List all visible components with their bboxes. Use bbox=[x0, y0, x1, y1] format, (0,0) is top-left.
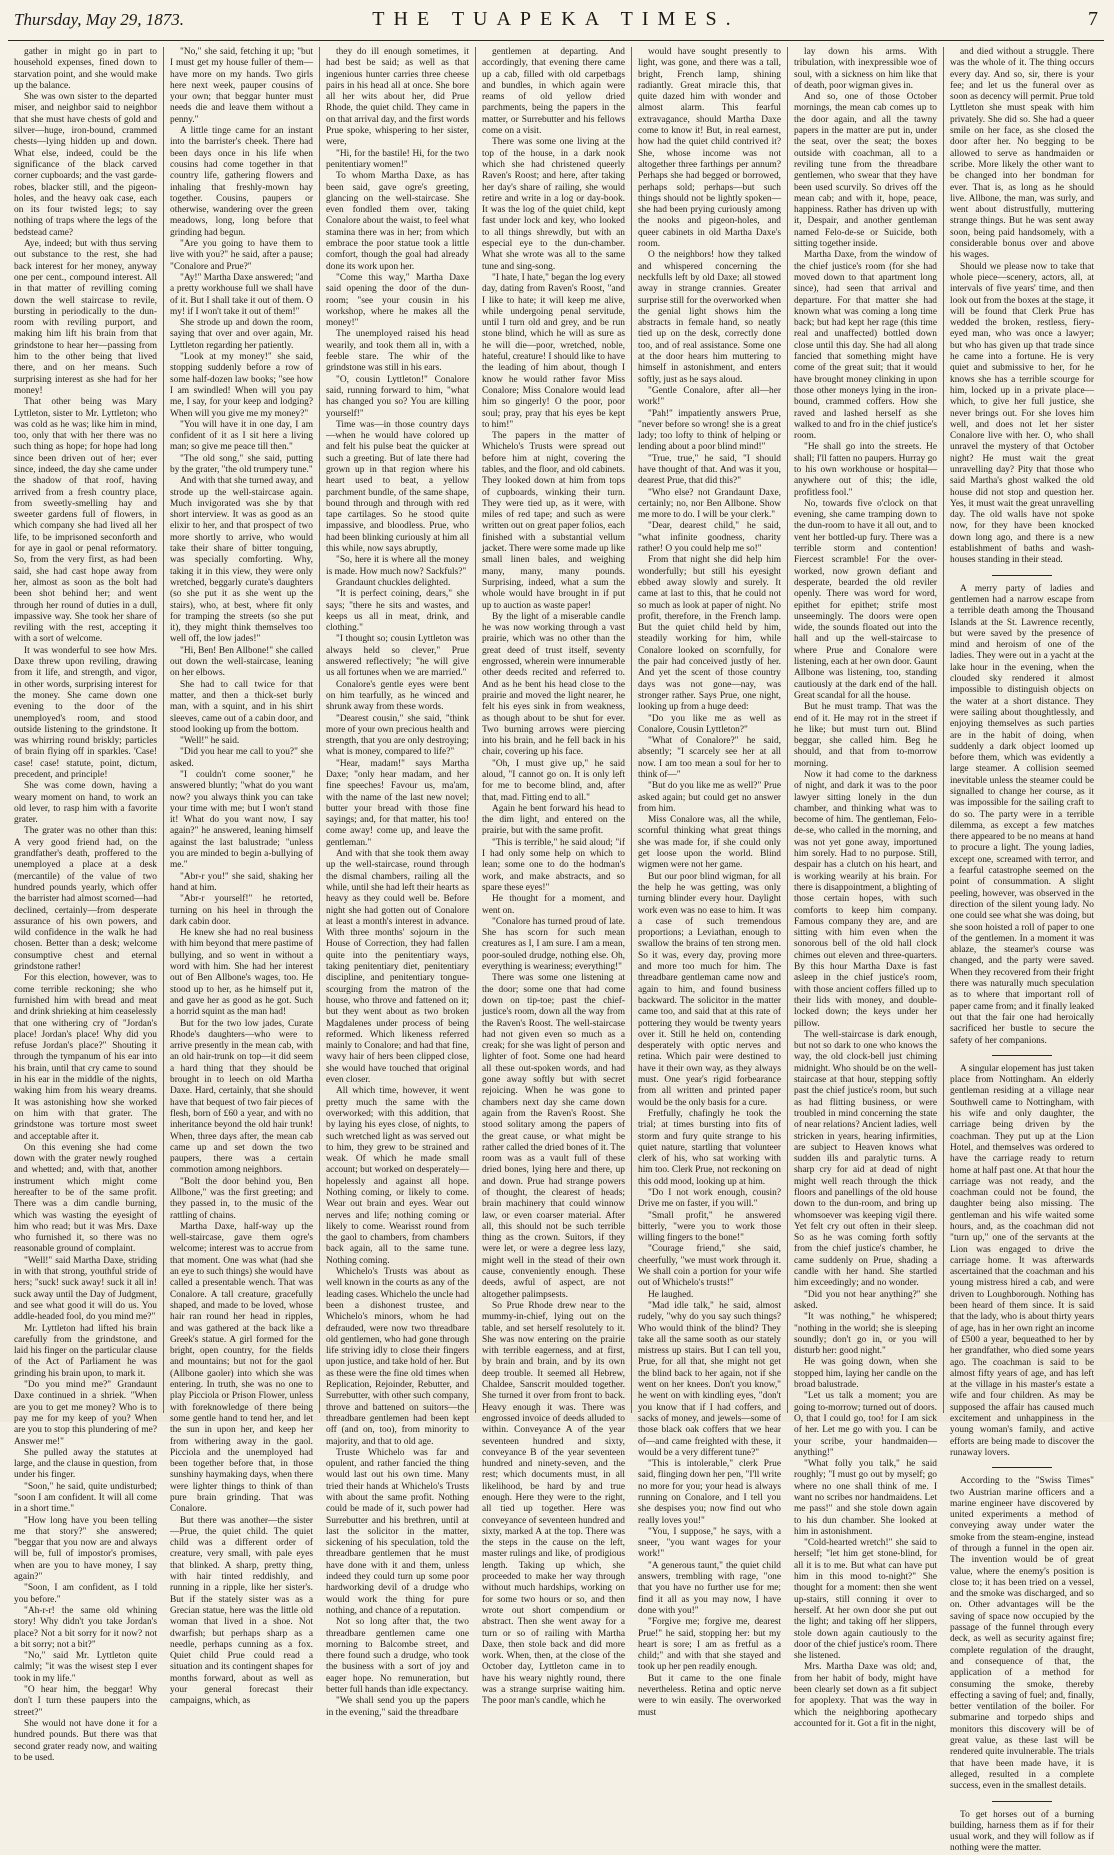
paragraph: And with that she took them away up the well-staircase, round through the dismal chambers, railing all the while, until she had left their hearts as heavy as they could well be. Before night she had gotten out of Conalore at least a month's interest in advance. With three months' sojourn in the House of Correction, they had fallen quite into the penitentiary ways, taking penitentiary diet, penitentiary discipline, and penitentiary tongue-scourging from the matron of the house, who throve and fattened on it; but they went about as two broken Magdalenes under process of being reformed. Which likeness referred mainly to Conalore; and had that fine, wavy hair of hers been clipped close, she would have touched that original even closer. bbox=[326, 849, 469, 1086]
paragraph: "Come this way," Martha Daxe said opening the door of the dun-room; "see your cousin in his workshop, where he makes all the money!" bbox=[326, 272, 469, 329]
paragraph: "Forgive me; forgive me, dearest Prue!" he said, stopping her: but my heart is sore; I am as fretful as a child;" and with that she stayed and took up her pen readily enough. bbox=[638, 1617, 781, 1673]
paragraph: That other being was Mary Lyttleton, sister to Mr. Lyttleton; who was cold as he was; like him in mind, too, only that with her there was no such thing as hope; for hope had long since been driven out of her; ever since, indeed, the day she came under the shadow of that roof, having arrived from a fresh country place, from sweetly-smelling hay and sweeter gardens full of flowers, in which company she had lived all her life, to be imprisoned seconforth and for aye in gaol or penal reformatory. So, from the very first, as had been said, she had cast hope away from her, almost as soon as the bolt had been shot behind her; and went through her round of duties in a dull, impassive way. She took her share of reviling with the rest, accepting it with a sort of welcome. bbox=[14, 397, 157, 645]
paragraph: Miss Conalore was, all the while, scornful thinking what great things she was made for, if she could only get loose upon the world. Blind wigmen were not her game. bbox=[638, 815, 781, 871]
paragraph: "O, cousin Lyttleton!" Conalore said, running forward to him, "what has changed you so? You are killing yourself!" bbox=[326, 374, 469, 419]
paragraph: She strode up and down the room, saying that over and over again, Mr. Lyttleton regarding her patiently. bbox=[170, 318, 313, 351]
paragraph: There was some one listening at the door; some one that had come down on tip-toe; past the chief-justice's room, down all the way from the Raven's Roost. The well-staircase had not given even so much as a creak; for she was light of person and lighter of foot. Some one had heard all these out-spoken words, and had gone away softly but with secret rejoicing. When he was gone to chambers next day she came down again from the Raven's Roost. She stood solitary among the papers of the great cause, or what might be rather called the dried bones of it. The room was as a vault full of these dried bones, lying here and there, up and down. Prue had strange powers of thought, the clearest of heads; brain machinery that could winnow law, or even coarser material. After all, this should not be such terrible thing as the crown. Suitors, if they were let, or were a degree less lazy, might well in the stead of their own cause, conveniently enough. These deeds, awful of aspect, are not altogether palimpsests. bbox=[482, 973, 626, 1300]
paragraph: On this evening she had come down with the grater newly roughed and whetted; and, with that, another instrument which might come hereafter to be of the same profit. There was a dim candle burning, which was wasting the eyesight of him who read; but it was Mrs. Daxe who furnished it, so there was no reasonable ground of complaint. bbox=[14, 1142, 157, 1255]
paragraph: He thought for a moment, and went on. bbox=[482, 894, 625, 916]
paragraph: "I thought so; cousin Lyttleton was always held so clever," Prue answered reflectively; "he will give us all fortunes when we are married." bbox=[326, 634, 469, 679]
paragraph: Mr. Lyttleton had lifted his brain carefully from the grindstone, and laid his finger on the particular clause of the Act of Parliament he was grinding his brain upon, to mark it. bbox=[14, 1323, 157, 1379]
column-7 bbox=[944, 47, 1100, 1854]
paragraph: "Soon, I am confident, as I told you before." bbox=[14, 1583, 157, 1605]
paragraph: She was own sister to the departed miser, and neighbor said to neighbor that she must have chests of gold and silver—huge, iron-bound, crammed chests—lying hidden up and down. What else, indeed, could be the significance of the black carved corner cupboards; and the vast garde-robes, blacker still, and the pigeon-holes, and the heavy oak case, each on its four twisted legs; to say nothing of traps where the legs of the bedstead came? bbox=[14, 92, 157, 238]
paragraph: A singular elopement has just taken place from Nottingham. An elderly gentleman residing at a village near Southwell came to Nottingham, with his wife and only daughter, the carriage being driven by the coachman. They put up at the Lion Hotel, and themselves was ordered to have the carriage ready to return home at half past one. At that hour the carriage was not ready, and the coachman could not be found, the daughter being also missing. The gentleman and his wife waited some hours, and, as the coachman did not "turn up," one of the servants at the Lion was engaged to drive the carriage home. It was afterwards ascertained that the coachman and his young mistress hired a cab, and were driven to Loughborough. Nothing has been heard of them since. It is said that the lady, who is about thirty years of age, has in her own right an income of £500 a year, bequeathed to her by her grandfather, who died some years ago. The coachman is said to be almost fifty years of age, and has left at the village in his master's estate a wife and four children. As may be supposed the affair has caused much excitement and unhappiness in the young woman's family, and active efforts are being made to discover the runaway lovers. bbox=[950, 1063, 1094, 1458]
paragraph: Mrs. Martha Daxe was old; and, from her habit of body, might have been clearly set down as a fit subject for apoplexy. That was the way in which the neighboring apothecary accounted for it. Got a fit in the night, bbox=[794, 1662, 937, 1729]
paragraph: "Gentle Conalore, after all—her work!" bbox=[638, 385, 781, 408]
paragraph: "Dear, dearest child," he said, "what infinite goodness, charity rather! O you could help me so!" bbox=[638, 521, 781, 555]
paragraph: Not so long after that, the two threadbare gentlemen came one morning to Balcombe street, and there found such a drudge, who took the business with a sort of joy and eager hope. No remuneration, but better full hands than idle expectancy. bbox=[326, 1617, 469, 1696]
paragraph: "Hi, Ben! Ben Allbone!" she called out down the well-staircase, leaning on her elbows. bbox=[170, 645, 313, 679]
paragraph: "Do you mind me?" Grandaunt Daxe continued in a shriek. "When are you to get me money? Who is to pay me for my keep of you? When are you to stop this plundering of me? Answer me!" bbox=[14, 1380, 157, 1447]
paragraph: It was wonderful to see how Mrs. Daxe threw upon reviling, drawing from it life, and strength, and vigor, in other words, surprising interest for the money. She came down one evening to the door of the unemployed's room, and stood outside listening to the grindstone. It was whirring round briskly; particles of brain flying off in sparkles. 'Case! case! case! statute, point, dictum, precedent, and principle! bbox=[14, 645, 157, 780]
column-5 bbox=[632, 47, 788, 1718]
paragraph: "Pah!" impatiently answers Prue, "never before so wrong! she is a great lady; too lofty to think of helping or lending about a poor blind mind!" bbox=[638, 408, 781, 453]
paragraph: "Let us talk a moment; you are going to-morrow; turned out of doors. O, that I could go, too! for I am sick of her. Let me go with you. I can be your scribe, your handmaiden—anything!" bbox=[794, 1391, 937, 1458]
paragraph: The well-staircase is dark enough, but not so dark to one who knows the way, the old clock-bell just chiming midnight. Who should be on the well-staircase at that hour, stepping softly past the chief justice's room, but such as had flitting business, or were troubled in mind concerning the state of near relations? Ancient ladies, well stricken in years, hearing infirmities, are subject to Heaven knows what sudden ills and paralytic turns. A sharp cry for aid at dead of night might well reach through the thick floors and panellings of the old house down to the dun-room, and bring up whomsoever was keeping vigil there. Yet felt cry out often in their sleep. So as he was coming forth softly from the chief justice's chamber, he came suddenly on Prue, shading a candle with her hand. She startled him exceedingly; and no wonder. bbox=[794, 1029, 937, 1289]
paragraph: "Look at my money!" she said, stopping suddenly before a row of some half-dozen law books; "see how I am swindled! When will you pay me, I say, for your keep and lodging? When will you give me my money?" bbox=[170, 352, 313, 419]
paragraph: "A generous taunt," the quiet child answers, trembling with rage, "one that you have no further use for me; find it all as you may now, I have done with you!" bbox=[638, 1560, 781, 1616]
paragraph: and died without a struggle. There was the whole of it. The thing occurs every day. And so, sir, there is your fee; and let us the funeral over as soon as decency will permit. Prue told Lyttleton she must speak with him privately. She did so. She had a queer smile on her face, as she closed the door after her. No begging to be allowed to serve as handmaiden or scribe. More likely the other want to be changed into her bondman for ever. That is, as long as he should live. Allbone, the man, was surly, and went about distrustfully, muttering strange things. But he was sent away soon, being paid handsomely, with a considerable bonus over and above his wages. bbox=[950, 47, 1094, 261]
paragraph: "Cold-hearted wretch!" she said to herself; "let him get stone-blind, for all it is to me. But what can have put him in this mood to-night?" She thought for a moment: then she went up-stairs, still conning it over to herself. At her own door she put out the light; and taking off her slippers, stole down again cautiously to the door of the chief justice's room. There she listened. bbox=[794, 1538, 937, 1662]
paragraph: "Do you like me as well as Conalore, Cousin Lyttleton?" bbox=[638, 713, 781, 735]
paragraph: "I couldn't come sooner," he answered bluntly; "what do you want now? you always think you can take your time with me; but I won't stand it! What do you want now, I say again?" he answered, leaning himself against the last balustrade; "unless you are minded to begin a-bullying of me." bbox=[170, 770, 313, 871]
paragraph: Time was—in those country days—when he would have colored up and felt his pulse beat the quicker at such a greeting. But of late there had grown up in that region where his heart used to beat, a yellow parchment bundle, of the same shape, bound through and through with red tape cartilages. So he stood quite impassive, and bloodless. Prue, who had been blinking curiously at him all this while, now says abruptly, bbox=[326, 419, 469, 555]
paragraph: She was come down, having a weary moment on hand, to work an old lever, to rasp him with a favorite grater. bbox=[14, 781, 157, 826]
paragraph: No, towards five o'clock on that evening, she came tramping down to the dun-room to have it all out, and to vent her bottled-up fury. There was a terrible storm and contention! Fiercest scramble! For the over-worked, now grown defiant and desperate, bearded the old reviler openly. There was word for word, epithet for epithet; strife most unseemingly. The doors were open wide, the sounds floated out into the hall and up the well-staircase to where Prue and Conalore were listening, each at her own door. Gaunt Allbone was listening, too, standing cautiously at the dark end of the hall. Great scandal for all the house. bbox=[794, 498, 937, 701]
paragraph: To get horses out of a burning building, harness them as if for their usual work, and they will follow as if nothing were the matter. bbox=[950, 1809, 1094, 1854]
paragraph: "We shall send you up the papers in the evening," said the threadbare bbox=[326, 1696, 469, 1718]
paragraph: lay down his arms. With tribulation, with inexpressible woe of soul, with a sickness on him like that of death, poor wigman gives in. bbox=[794, 47, 937, 91]
paragraph: "Well!" he said. bbox=[180, 736, 240, 747]
masthead bbox=[8, 8, 1104, 41]
paragraph: Should we please now to take that whole piece—scenery, actors, all, at intervals of five years' time, and then look out from the boxes at the stage, it will be found that Clerk Prue has wedded the broken, restless, fiery-eyed man, who was once a lawyer; but who has given up that trade since he came into a fortune. He is very quiet and submissive to her, for he knows she has a terrible scourge for him, locked up in a private place—which, to give her full justice, she never brings out. For she loves him well, and does not let her sister Conalore live with her. O, who shall unravel the mystery of that October night? He must wait the great unravelling day? Pity that those who said Martha's ghost walked the old house did not stop and question her. Yes, it must wait the great unravelling day. The old walls have not spoke now, for they have been knocked down long ago, and there is a new establishment of baths and wash-houses standing in their stead. bbox=[950, 261, 1094, 566]
paragraph: By the light of a miserable candle he was now working through a vast prairie, which was no other than the great deed of trust itself, seventy engrossed, wherein were innumerable other deeds recited and referred to. And as he bent his head close to the prairie and moved the light nearer, he felt his eyes sink in from weakness, as though about to be shut for ever. Two burning arrows were piercing into his brain, and he fell back in his chair, covering up his face. bbox=[482, 611, 625, 758]
paragraph: Whichelo's Trusts was about as well known in the courts as any of the leading cases. Whichelo the uncle had been a dishonest trustee, and Whichelo's minors, whom he had defrauded, were now two threadbare old gentlemen, who had gone through life striving idly to close their fingers upon justice, and take hold of her. But as these were the fine old times when Replication, Rejoinder, Rebutter, and Surrebutter, with other such company, throve and battened on suitors—the threadbare gentlemen had been kept off (and on, too), from minority to majority, and that to old age. bbox=[326, 1267, 470, 1447]
paragraph: "Hear, madam!" says Martha Daxe; "only hear madam, and her fine speeches! Favour us, ma'am, with the name of the last new novel; butter your bread with those fine sayings; and, for that matter, his too! come away! come up, and leave the gentleman." bbox=[326, 758, 469, 848]
paragraph: Martha Daxe, half-way up the well-staircase, gave them ogre's welcome; interest was to accrue from that moment. One was what (had she an eye to such things) she would have called a presentable wench. That was Conalore. A tall creature, gracefully shaped, and made to be loved, whose hair ran round her head in ripples, and was gathered at the back like a Greek's statue. A girl formed for the bright, open country, for the fields and mountains; but not for the gaol (Allbone gaoler) into which she was entering. In truth, she was no one to play Picciola or Prison Flower, unless with foreknowledge of there being some gentle hand to tend her, and let the sun in upon her, and keep her from withering away in the gaol. Picciola and the unemployed had been together before that, in those sunshiny haymaking days, when there were lighter things to think of than pure brain grinding. That was Conalore. bbox=[170, 1221, 313, 1515]
column-4 bbox=[476, 47, 632, 1707]
paragraph: All which time, however, it went pretty much the same with the overworked; with this addition, that by laying his eyes close, of nights, to such wretched light as was served out to him, they grew to be strained and weak. Of which he made small account; but worked on desperately—hopelessly and against all hope. Nothing coming, or likely to come. Wear out brain and eyes. Wear out nerves and life; nothing coming or likely to come. Wearisst round from the gaol to chambers, from chambers back again, all to the same tune. Nothing coming. bbox=[326, 1086, 469, 1266]
article-divider bbox=[992, 1467, 1052, 1468]
paragraph: Truste Whichelo was far and opulent, and rather fancied the thing would last out his own time. Many tried their hands at Whichelo's Trusts with about the same profit. Nothing could be made of it, such power had Surrebutter and his brethren, until at last the solicitor in the matter, sickening of his speculation, told the threadbare gentlemen that he must have done with it and them, unless indeed they could turn up some poor hardworking devil of a drudge who would work the thing for pure nothing, and chance of a reputation. bbox=[326, 1447, 469, 1616]
article-divider bbox=[992, 575, 1052, 576]
paragraph: And with that she turned away, and strode up the well-staircase again. Much invigorated was she by that short interview. It was as good as an elixir to her, and that prospect of two more shortly to arrive, who would take their share of bitter tonguing, was specially comforting. Why, taking it in this view, they were only wretched, beggarly curate's daughters (so she put it as she went up the stairs), who, at best, where fit only for tramping the streets (so she put it), they might think themselves too well off, the low jades!" bbox=[170, 476, 313, 645]
issue-date: Thursday, May 29, 1873. bbox=[14, 10, 184, 29]
paragraph: "Courage friend," she said, cheerfully, "we must work through it. We shall coin a portion for your wife out of Whichelo's trusts!" bbox=[638, 1244, 781, 1289]
article-divider bbox=[992, 1801, 1052, 1802]
paragraph: "Soon," he said, quite undisturbed; "soon I am confident. It will all come in a short time." bbox=[14, 1481, 157, 1515]
paragraph: Conalore's gentle eyes were bent on him tearfully, as he winced and shrunk away from these words. bbox=[326, 679, 469, 713]
paragraph: "How long have you been telling me that story?" she answered; "beggar that you now are and always will be, full of impostor's promises, when are you to have money, I say again?" bbox=[14, 1515, 157, 1583]
paragraph: From that night she did help him wonderfully; but still his eyesight ebbed away slowly and surely. It came at last to this, that he could not so much as look at paper of night. No profit, therefore, in the French lamp. But the quiet child held by him, steadily working for him, while Conalore looked on scornfully, for the pair had conceived justly of her. And yet the scent of those country days was not gone—nay, was stronger rather. Says Prue, one night, looking up from a huge deed: bbox=[638, 555, 781, 713]
page-number: 7 bbox=[1088, 8, 1098, 30]
paragraph: "You, I suppose," he says, with a sneer, "you want wages for your work!" bbox=[638, 1526, 781, 1560]
paragraph: "Who else? not Grandaunt Daxe, certainly; no, nor Ben Allbone. Show me more to do. I will be your clerk." bbox=[638, 487, 781, 521]
paragraph: He laughed. bbox=[648, 1289, 694, 1300]
newspaper-title: THE TUAPEKA TIMES. bbox=[372, 8, 740, 30]
paragraph: But there was another—the sister—Prue, the quiet child. The quiet child was a different order of creature, very small, with pale eyes that blinked. A sharp, pretty thing, with hair tinted reddishly, and running in a ripple, like her sister's. But if the stately sister was as a Grecian statue, here was the little old woman that lived in a shoe. Not dwarfish; but perhaps sharp as a needle, perhaps cunning as a fox. Quiet child Prue could read a situation and its contingent shapes for months forward, about as well as your general forecast their campaigns, which, as bbox=[170, 1515, 313, 1707]
paragraph: "Small profit," he answered bitterly, "were you to work those willing fingers to the bone!" bbox=[638, 1210, 781, 1244]
paragraph: For this election, however, was to come terrible reckoning; she who furnished him with bread and meat and drink shrieking at him ceaselessly that one withering cry of "Jordan's place! Jordan's place! Why did you refuse Jordan's place?" Shouting it through the tympanum of his ear into his brain, until that cry came to sound in his ear in the middle of the nights, waking him from his weary dreams. It was astonishing how she worked on him with that grater. The grindstone was torture most sweet and acceptable after it. bbox=[14, 973, 157, 1142]
paragraph: "Oh, I must give up," he said aloud, "I cannot go on. It is only left for me to become blind, and, after that, mad. Fitting end to all." bbox=[482, 758, 625, 803]
paragraph: "Ah-r-r! the same old whining story! Why didn't you take Jordan's place? Not a bit sorry for it now? not a bit sorry; not a bit?" bbox=[14, 1605, 157, 1650]
paragraph: O the neighbors! how they talked and whispered concerning the neckfulls left by old Daxe; all stowed away in strange crannies. Greater surprise still for the overworked when the genial light shows him the abstracts in female hand, so neatly tied up on the desk, correctly done too, and of real assistance. Some one at the door hears him muttering to himself in astonishment, and enters softly, just as he says aloud. bbox=[638, 250, 781, 385]
paragraph: "Conalore has turned proud of late. She has scorn for such mean creatures as I, I am sure. I am a mean, poor-souled drudge, nothing else. Oh, everything is weariness; everything!" bbox=[482, 916, 625, 973]
paragraph: "This is terrible," he said aloud; "if I had only some help on which to lean; some one to do the hodman's work, and make abstracts, and so spare these eyes!" bbox=[482, 837, 625, 893]
paragraph: "No," she said, fetching it up; "but I must get my house fuller of them—have more on my hands. Two girls here next week, pauper cousins of your own; that beggar hunter must needs die and leave them without a penny." bbox=[170, 47, 313, 125]
paragraph: She had to call twice for that matter, and then a thick-set burly man, with a squint, and in his shirt sleeves, came out of a cabin door, and stood looking up from the bottom. bbox=[170, 679, 313, 735]
paragraph: "What folly you talk," he said roughly; "I must go out by myself; go where no one shall think of me. I want no scribes nor handmaidens. Let me pass!" and she stole down again to his dun chamber. She looked at him in astonishment. bbox=[794, 1459, 937, 1537]
paragraph: So Prue Rhode drew near to the mummy-in-chief, lying out on the table, and set herself resolutely to it. She was now entering on the prairie with terrible eagerness, and at first, by brain and brain, and by its own deep trouble. It seemed all Hebrew, Chaldee, Sanscrit moulded together. She turned it over from front to back. Heavy enough it was. There was engrossed invoice of deeds alluded to within. Conveyance A of the year seventeen hundred and sixty, conveyance B of the year seventeen hundred and ninety-seven, and the rest; which documents must, in all likelihood, be hard by and true enough. Here they were to the right, all tied up together. Here was conveyance of seventeen hundred and sixty, marked A at the top. There was the steps in the cause on the left, master rulings and like, of prodigious length. Taking up which, she proceeded to make her way through without much hardships, working on for some two hours or so, and then wrote out short compendium or abstract. Then she went away for a turn or so of railing with Martha Daxe, then stole back and did more work. When, then, at the close of the October day, Lyttleton came in to have his weary nightly round, there was a strange surprise waiting him. The poor man's candle, which he bbox=[482, 1300, 625, 1707]
paragraph: Aye, indeed; but with thus serving out substance to the rest, she had back interest for her money, anyway one per cent., compound interest. All in that matter of revilling coming down the well staircase to revile, bursting in periodically to the dun-room with reviling purport, and making him lift his brain from that grindstone to hear her—passing from him to the other being that lived there, and on her means. Such surprising interest as she had for her money! bbox=[14, 239, 157, 396]
paragraph: The grater was no other than this: A very good friend had, on the grandfather's death, proffered to the unemployed a place at a desk (mercantile) of the value of two hundred pounds yearly, which offer the barrister had almost scorned—had declined, certainly—from desperate assurance of his own powers, and wild confidence in the walk he had chosen. Better than a desk; welcome consumptive chest and eternal grindstone rather! bbox=[14, 826, 157, 973]
paragraph: "No," said Mr. Lyttleton quite calmly; "it was the wisest step I ever took in my life." bbox=[14, 1651, 157, 1684]
paragraph: "Bolt the door behind you, Ben Allbone," was the first greeting; and they passed in, to the music of the rattling of chains. bbox=[170, 1176, 313, 1221]
paragraph: "Mad idle talk," he said, almost rudely, "why do you say such things? Who would think of the blind? They take all the same sooth as our stately mistress up stairs. But I can tell you, Prue, for all that, she might not get the blind back to her again, not if she went on her knees. Don't you know," he went on with kindling eyes, "don't you know that if I had coffers, and sacks of money, and jewels—some of those black oak coffers that we hear of—and came freighted with these, it would be a very different tune?" bbox=[638, 1300, 781, 1458]
paragraph: "But do you like me as well?" Prue asked again; but could get no answer from him. bbox=[638, 781, 781, 814]
paragraph: The unemployed raised his head wearily, and took them all in, with a feeble stare. The whir of the grindstone was still in his ears. bbox=[326, 329, 469, 374]
paragraph: "Hi, for the bastile! Hi, for the two penitentiary women!" bbox=[326, 148, 469, 170]
paragraph: "Abr-r yourself!" he retorted, turning on his heel in through the dark cabin door. bbox=[170, 894, 313, 927]
paragraph: He knew she had no real business with him beyond that mere pastime of bullying, and so went in without a word with him. She had her interest out of Ben Allbone's wages, too. He stood up to her, as he himself put it, and gave her as good as he got. Such a horrid squint as the man had! bbox=[170, 928, 313, 1018]
column-2 bbox=[164, 47, 320, 1707]
paragraph: "He shall go into the streets. He shall; I'll fatten no paupers. Hurray go to his own workhouse or hospital—anywhere out of this; the idle, profitless fool." bbox=[794, 442, 937, 498]
article-columns bbox=[8, 47, 1104, 1854]
paragraph: To whom Martha Daxe, as has been said, gave ogre's greeting, glancing on the well-staircase. She even fondled them over, taking Conalore about the waist, to feel what stamina there was in her; from which embrace the poor statue took a little comfort, though the goal had already done its work upon her. bbox=[326, 171, 469, 272]
paragraph: The papers in the matter of Whichelo's Trusts were spread out before him at night, covering the tables, and the floor, and old cabinets. They looked down at him from tops of cupboards, winking their turn. They were tied up, as it were, with miles of red tape; and such as were written out on great paper folios, each finished with a substantial vellum jacket. There were some made up like small linen bales, and weighing many, many, many pounds. Surprising, indeed, what a sum the whole would have brought in if put up to auction as waste paper! bbox=[482, 431, 625, 611]
paragraph: they do ill enough sometimes, it had best be said; as well as that ingenious hunter carries three cheese pairs in his head all at once. She bore all her wits about her, did Prue Rhode, the quiet child. They came in on that arrival day, and the first words Prue spoke, whispering to her sister, were, bbox=[326, 47, 469, 148]
paragraph: A merry party of ladies and gentlemen had a narrow escape from a terrible death among the Thousand Islands at the St. Lawrence recently, but were saved by the presence of mind and heroism of one of the ladies. They were out in a yacht at the lake hour in the evening, when the clouded sky rendered it almost impossible to distinguish objects on the water at a short distance. They were sailing about thoughtlessly, and enjoying themselves as such parties are in the habit of doing, when suddenly a dark object loomed up before them, which was evidently a large steamer. A collision seemed inevitable unless the steamer could be signalled to change her course, as it was impossible for the sailing craft to do so. The party were in a terrible dilemma, as except a few matches there appeared to be no means at hand to procure a light. The young ladies, except one, screamed with terror, and a fearful catastrophe seemed on the point of consummation. A slight peeling, however, was observed in the direction of the silent young lady. No one could see what she was doing, but she soon hoisted a roll of paper to one of the gentlemen. In a moment it was ablaze, the steamer's course was changed, and the party were saved. When they recovered from their fright there was naturally much speculation as to where that important roll of paper came from; and it finally leaked out that the fair one had heroically sacrificed her bustle to secure the safety of her companions. bbox=[950, 583, 1094, 1046]
paragraph: "Do I not work enough, cousin? Drive me on faster, if you will." bbox=[638, 1187, 781, 1210]
paragraph: She would not have done it for a hundred pounds. But there was that second grater ready now, and waiting to be used. bbox=[14, 1718, 157, 1763]
paragraph: would have sought presently to light, was gone, and there was a tall, bright, French lamp, shining radiantly. Great miracle this, that quite dazed him with wonder and almost alarm. This fearful extravagance, should Martha Daxe come to know it! But, in real earnest, how had the quiet child contrived it? She, whose income was not altogether three farthings per annum? Perhaps she had begged or borrowed, perhaps sold; perhaps—but such things should not be lightly spoken—she had been prying curiously among the nooks and pigeon-holes, and queer cabinets in old Martha Daxe's room. bbox=[638, 47, 781, 250]
paragraph: But our poor blind wigman, for all the help he was getting, was only turning blinder every hour. Daylight work even was no ease to him. It was a case of such tremendous proportions; a Leviathan, enough to swallow the brains of ten strong men. So it was, every day, proving more and more too much for him. The threadbare gentleman came now and again to him, and found business backward. The solicitor in the matter came too, and said that at this rate of pottering they would be twenty years over it. Still he held on, contending desperately with optic nerves and retina. Which pair were destined to have it their own way, as they always must. One year's rigid forbearance from all written and printed paper would be the only basis for a cure. bbox=[638, 871, 781, 1108]
paragraph: Grandaunt chuckles delighted. bbox=[336, 577, 451, 588]
paragraph: "It was nothing," he whispered; "nothing in the world; she is sleeping soundly; don't go in, or you will disturb her: good night." bbox=[794, 1312, 937, 1357]
paragraph: gentlemen at departing. And accordingly, that evening there came up a cab, filled with old carpetbags and bundles, in which again were reams of old yellow dried parchments, being the papers in the matter, or Surrebutter and his fellows come on a visit. bbox=[482, 47, 625, 137]
article-divider bbox=[992, 1055, 1052, 1056]
paragraph: Martha Daxe, from the window of the chief justice's room (for she had moved down to that apartment long since), had seen that arrival and departure. For that matter she had known what was coming a long time back; but had kept her rage (this time real and unaffected) bottled down close until this day. She had all along fancied that something might have come of the great suit; that it would have brought money clinking in upon those other moneys lying in the iron-bound, crammed coffers. How she raved and lashed herself as she walked to and fro in the chief justice's room. bbox=[794, 250, 937, 442]
paragraph: "I hate, I hate," began the log every day, dating from Raven's Roost, "and I like to hate; it will keep me alive, while undergoing penal servitude, until I turn old and grey, and be run stone blind, which he will as sure as he will die—poor, wretched, noble, hateful, creature! I should like to have the leading of him about, though I know he would rather favor Miss Conalore; Miss Conalore would lead him so gingerly! O the poor, poor soul; pray, pray that his eyes be kept to him!" bbox=[482, 272, 625, 430]
paragraph: Again he bent forward his head to the dim light, and entered on the prairie, but with the same profit. bbox=[482, 803, 625, 837]
paragraph: "Ay!" Martha Daxe answered; "and a pretty workhouse full we shall have of it. But I shall take it out of them. O my! if I won't take it out of them!" bbox=[170, 272, 313, 317]
paragraph: "Are you going to have them to live with you?" he said, after a pause; "Conalore and Prue?" bbox=[170, 239, 313, 272]
paragraph: He was going down, when she stopped him, laying her candle on the broad balustrade. bbox=[794, 1357, 937, 1391]
paragraph: "It is perfect coining, dears," she says; "there he sits and wastes, and keeps us all in meat, drink, and clothing." bbox=[326, 589, 469, 634]
paragraph: gather in might go in part to household expenses, fined down to starvation point, and she would make up the balance. bbox=[14, 47, 157, 91]
paragraph: According to the "Swiss Times" two Austrian marine officers and a marine engineer have discovered by united experiments a method of conveying away under water the smoke from the steam-engine, instead of through a funnel in the open air. The invention would be of great value, where the enemy's position is close to; it has been tried on a vessel, and the smoke was discharged, and so on. Other advantages will be the saving of space now occupied by the passage of the funnel through every deck, as well as security against fire; complete regulation of the draught, and consequence of that, the application of a method for consuming the smoke, thereby effecting a saving of fuel; and, finally, better ventilation of the boiler. For submarine and torpedo ships and monitors this discovery will be of great value, as these last will be rendered quite invulnerable. The trials that have been made have, it is alleged, resulted in a complete success, even in the smallest details. bbox=[950, 1476, 1094, 1792]
paragraph: "O hear him, the beggar! Why don't I turn these paupers into the street?" bbox=[14, 1685, 157, 1718]
paragraph: But he must tramp. That was the end of it. He may rot in the street if he like; but must turn out. Blind beggar, she called him. Beg he should, and that from to-morrow morning. bbox=[794, 702, 937, 769]
paragraph: She pulled away the statutes at large, and the clause in question, from under his finger. bbox=[14, 1447, 158, 1481]
paragraph: "You will have it in one day, I am confident of it as I sit here a living man; so give me peace till then." bbox=[170, 419, 313, 453]
paragraph: "True, true," he said, "I should have thought of that. And was it you, dearest Prue, that did this?" bbox=[638, 453, 781, 487]
paragraph: A little tinge came for an instant into the barrister's cheek. There had been days once in his life when cousins had come together in that country life, gathering flowers and inhaling that freshly-mown hay together. Cousins, paupers or otherwise, wandering over the green meadows, long, long before that grinding had begun. bbox=[170, 126, 313, 238]
column-1 bbox=[8, 47, 164, 1763]
paragraph: Now it had come to the darkness of night, and dark it was to the poor lawyer sitting lonely in the dun chamber, and thinking what was to become of him. The gentleman, Felo-de-se, who called in the morning, and was not yet gone away, importuned him sorely. Had to no purpose. Still, despair has a clutch on his heart, and is working wearily at his brain. For there is disappointment, a blighting of those certain hopes, with such comforts to keep him company. Famous company they are, and are sitting with him even when the sonorous bell of the old hall clock chimes out eleven and three-quarters. By this hour Martha Daxe is fast asleep in the chief justice's room, with those ancient coffers filled up to their lids with money, and double-locked down; the keys under her pillow. bbox=[794, 770, 937, 1029]
column-3 bbox=[320, 47, 476, 1718]
paragraph: "Well!" said Martha Daxe, striding in with that strong, youthful stride of hers; "suck! suck away! suck it all in! suck away until the Day of Judgment, and see what good it will do us. You addle-headed fool, do you mind me?" bbox=[14, 1255, 157, 1323]
paragraph: But for the two low jades, Curate Rhode's daughters—who were to arrive presently in the mean cab, with an old hair-trunk on top—it did seem a hard thing that they should be brought in to leech on old Martha Daxe. Hard, certainly, that she should have that bequest of two fair pieces of flesh, born of £60 a year, and with no inheritance beyond the old hair trunk! When, three days after, the mean cab came up and set down the two paupers, there was a certain commotion among neighbors. bbox=[170, 1018, 313, 1176]
paragraph: "Did you hear me call to you?" she asked. bbox=[170, 747, 313, 769]
paragraph: Fretfully, chafingly he took the trial; at times bursting into fits of storm and fury quite strange to his quiet nature, startling that volunteer clerk of his, who sat working with him too. Clerk Prue, not reckoning on this odd mood, looking up at him. bbox=[638, 1108, 781, 1187]
paragraph: But it came to the one finale nevertheless. Retina and optic nerve were to win easily. The overworked must bbox=[638, 1673, 781, 1718]
paragraph: "So, here it is where all the money is made. How much now? Sackfuls?" bbox=[326, 555, 469, 577]
paragraph: "Dearest cousin," she said, "think more of your own precious health and strength, that you are only destroying; what is money, compared to life?" bbox=[326, 713, 469, 758]
paragraph: "Abr-r you!" she said, shaking her hand at him. bbox=[170, 871, 313, 893]
paragraph: There was some one living at the top of the house, in a dark nook which she had christened queerly Raven's Roost; and here, after taking her day's share of railing, she would retire and write in a log or day-book. It was the log of the quiet child, kept fast under lock and key, who looked to all things shrewdly, but with an especial eye to the dun-chamber. What she wrote was all to the same tune and sing-song. bbox=[482, 137, 625, 272]
column-6 bbox=[788, 47, 944, 1729]
paragraph: "Did you not hear anything?" she asked. bbox=[794, 1289, 937, 1311]
paragraph: "This is intolerable," clerk Prue said, flinging down her pen, "I'll write no more for you; your head is always running on Conalore, and I tell you she despises you; now find out who really loves you!" bbox=[638, 1459, 781, 1526]
paragraph: "What of Conalore?" he said, absently; "I scarcely see her at all now. I am too mean a soul for her to think of—" bbox=[638, 736, 781, 780]
paragraph: "The old song," she said, putting by the grater, "the old trumpery tune." bbox=[170, 453, 313, 475]
paragraph: And so, one of those October mornings, the mean cab comes up to the door again, and all the tawny papers in the matter are put in, under the seat, over the seat; the boxes outside with coachman, all to a reviling tune from the threadbare gentlemen, who swear that they have been used scurvily. So drives off the mean cab; and with it, hope, peace, happiness. Rather has driven up with it, Despair, and another gentleman named Felo-de-se or Suicide, both sitting together inside. bbox=[794, 92, 937, 250]
